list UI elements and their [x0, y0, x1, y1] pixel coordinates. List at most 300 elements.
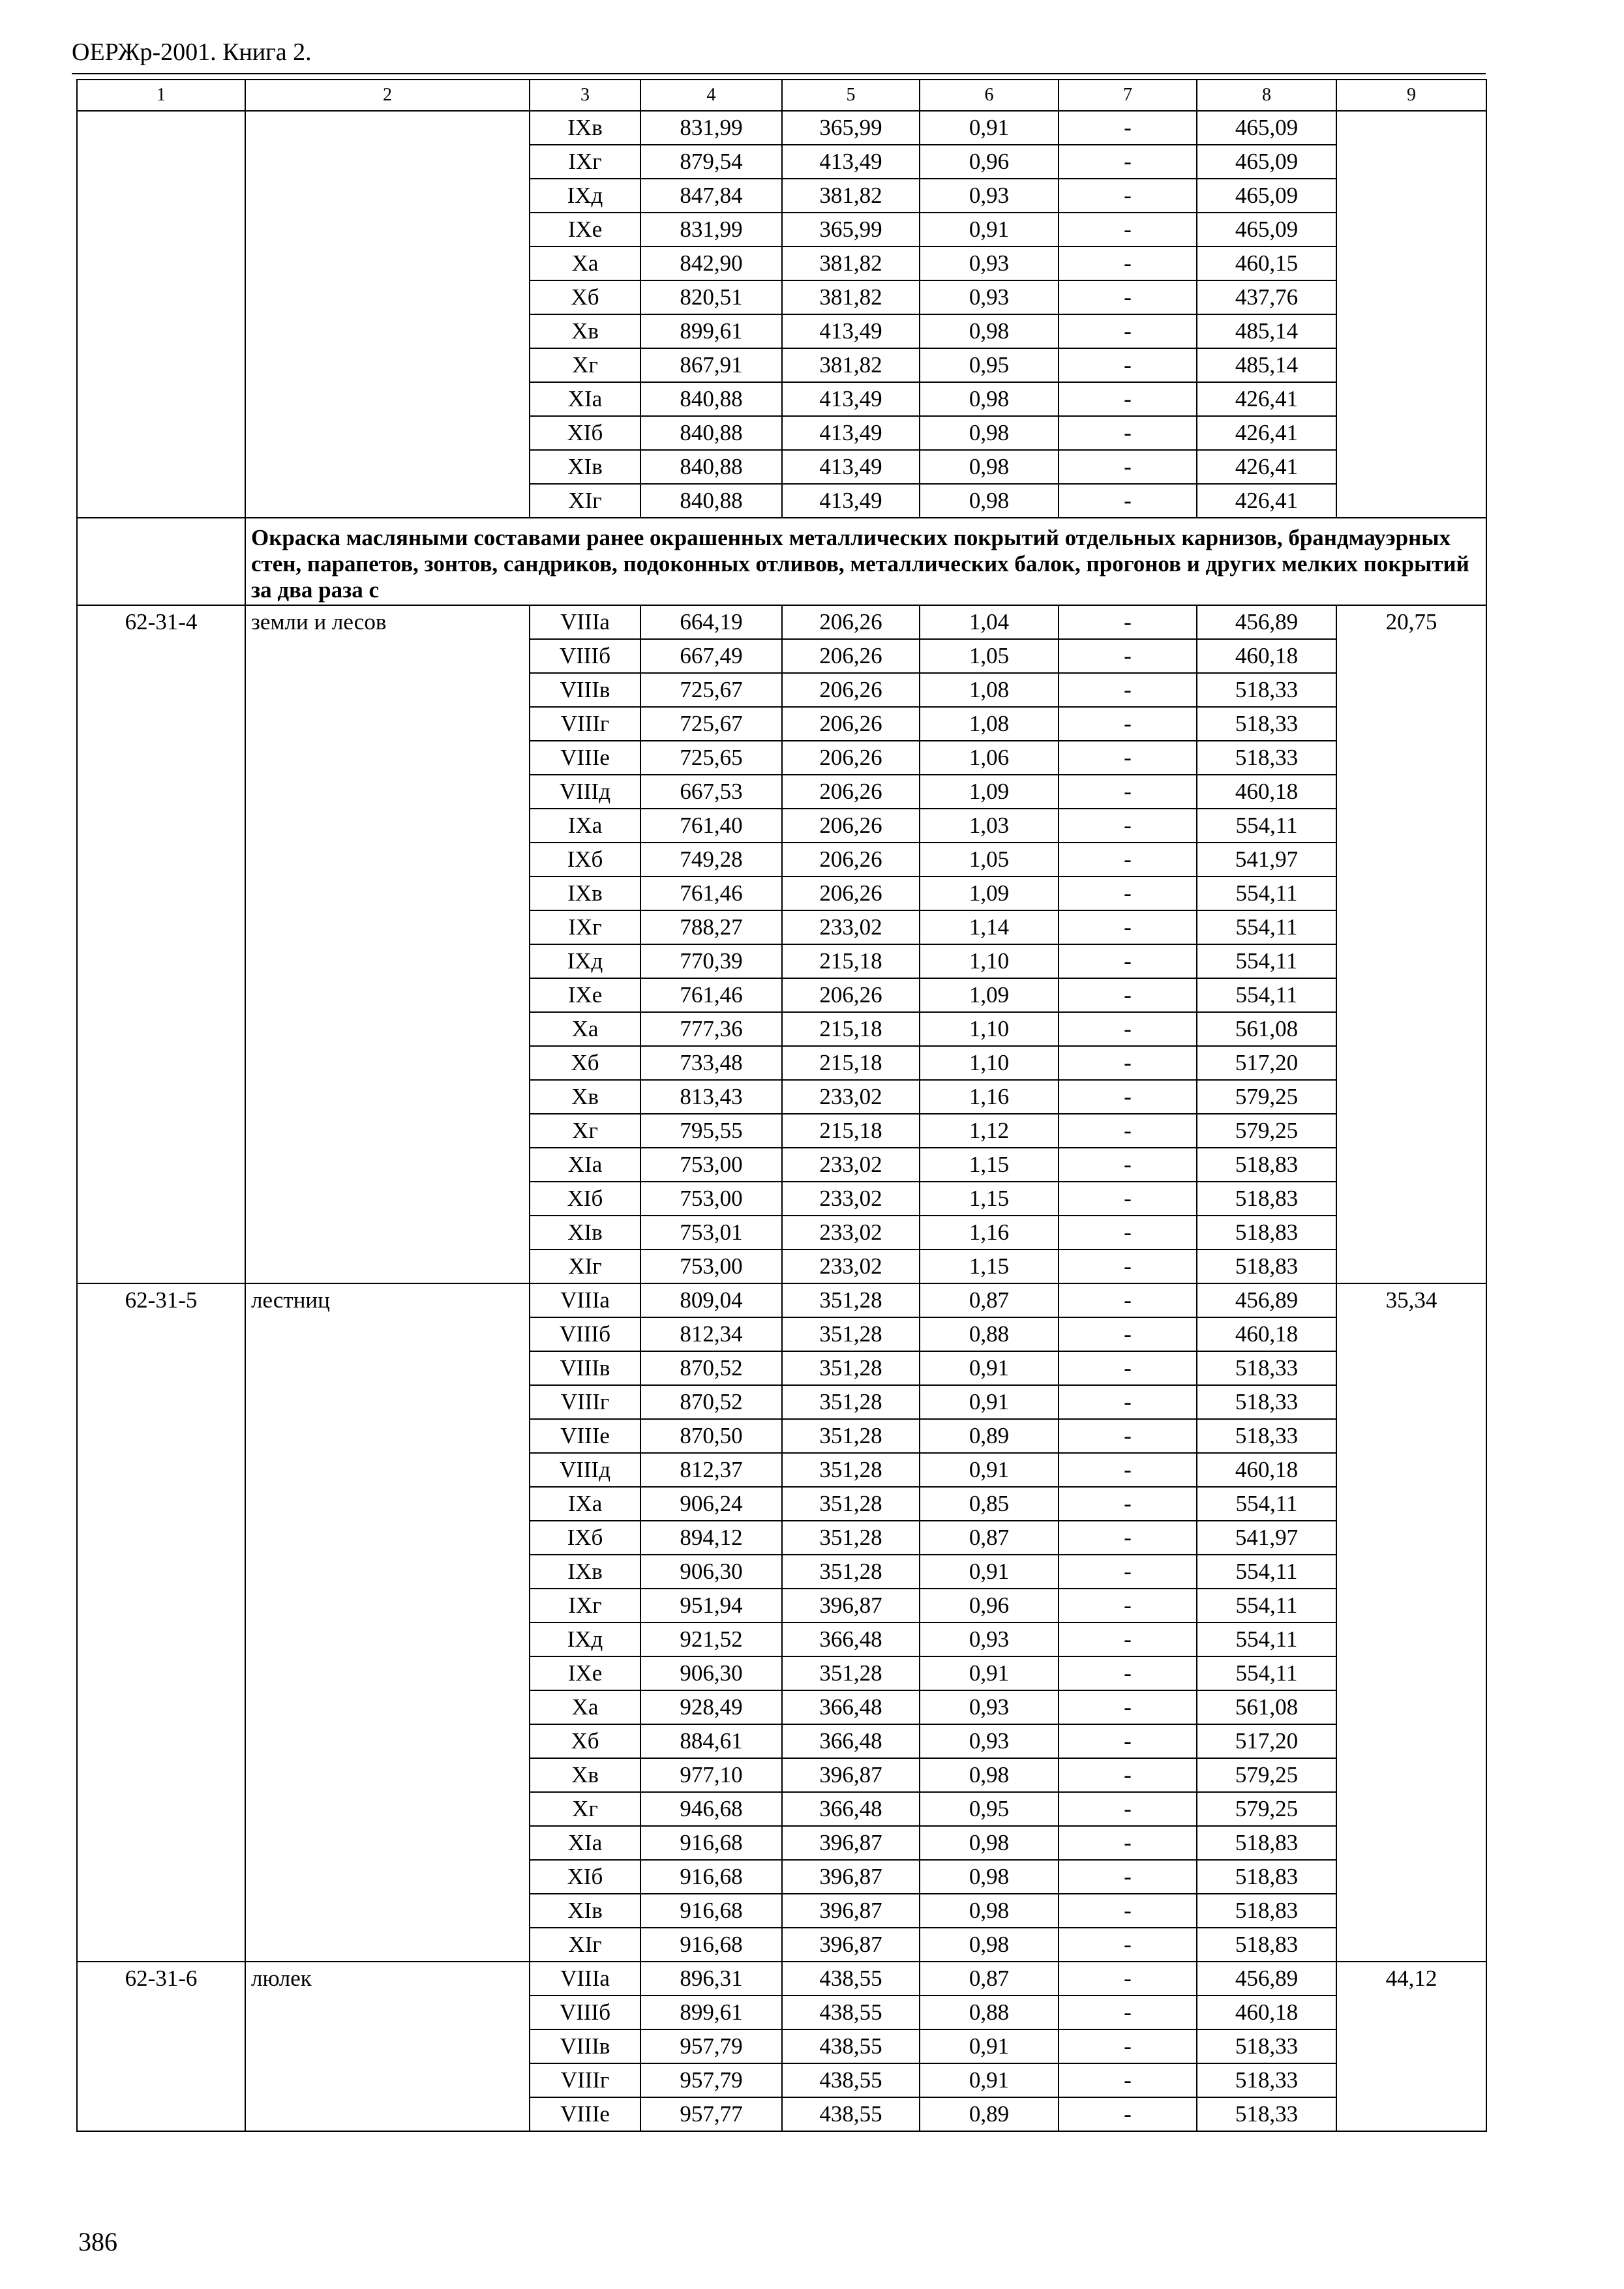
value-col8-cell: 426,41 [1197, 484, 1336, 518]
value-col4-cell: 809,04 [640, 1283, 782, 1317]
column-number-row [77, 80, 1486, 111]
value-col4-cell: 813,43 [640, 1080, 782, 1114]
value-col4-cell: 916,68 [640, 1928, 782, 1962]
col9-value-cell [1336, 111, 1486, 518]
value-col8-cell: 554,11 [1197, 910, 1336, 944]
value-col7-cell: - [1059, 247, 1197, 280]
value-col8-cell: 518,83 [1197, 1860, 1336, 1894]
value-col6-cell: 1,16 [920, 1080, 1059, 1114]
value-col8-cell: 554,11 [1197, 1623, 1336, 1656]
class-cell: VIIIе [530, 741, 640, 775]
work-name-cell: люлек [245, 1962, 530, 2131]
class-cell: VIIIб [530, 1317, 640, 1351]
value-col8-cell: 518,33 [1197, 1351, 1336, 1385]
value-col4-cell: 977,10 [640, 1758, 782, 1792]
table-row [77, 1283, 1486, 1317]
value-col8-cell: 518,83 [1197, 1894, 1336, 1928]
value-col5-cell: 206,26 [782, 605, 920, 639]
rate-code-cell: 62-31-6 [77, 1962, 245, 2131]
rates-table [76, 79, 1487, 2132]
table-row [77, 111, 1486, 145]
class-cell: Xв [530, 1758, 640, 1792]
value-col8-cell: 518,83 [1197, 1826, 1336, 1860]
value-col4-cell: 946,68 [640, 1792, 782, 1826]
value-col6-cell: 0,87 [920, 1283, 1059, 1317]
page-number: 386 [78, 2227, 117, 2256]
value-col6-cell: 0,93 [920, 1690, 1059, 1724]
value-col5-cell: 365,99 [782, 111, 920, 145]
value-col5-cell: 351,28 [782, 1351, 920, 1385]
value-col4-cell: 840,88 [640, 484, 782, 518]
value-col7-cell: - [1059, 1690, 1197, 1724]
value-col4-cell: 842,90 [640, 247, 782, 280]
value-col4-cell: 667,53 [640, 775, 782, 809]
value-col4-cell: 812,37 [640, 1453, 782, 1487]
value-col8-cell: 554,11 [1197, 1656, 1336, 1690]
value-col4-cell: 831,99 [640, 111, 782, 145]
value-col7-cell: - [1059, 1894, 1197, 1928]
value-col5-cell: 233,02 [782, 1216, 920, 1249]
class-cell: VIIIа [530, 1283, 640, 1317]
value-col7-cell: - [1059, 1826, 1197, 1860]
value-col8-cell: 554,11 [1197, 809, 1336, 843]
value-col7-cell: - [1059, 179, 1197, 213]
value-col6-cell: 0,91 [920, 1385, 1059, 1419]
header-divider [72, 73, 1486, 74]
value-col6-cell: 1,14 [920, 910, 1059, 944]
value-col8-cell: 554,11 [1197, 944, 1336, 978]
value-col4-cell: 916,68 [640, 1826, 782, 1860]
column-number-cell: 9 [1336, 80, 1486, 111]
value-col6-cell: 0,98 [920, 416, 1059, 450]
value-col8-cell: 460,18 [1197, 1996, 1336, 2029]
value-col4-cell: 894,12 [640, 1521, 782, 1555]
column-number-cell: 4 [640, 80, 782, 111]
value-col4-cell: 951,94 [640, 1589, 782, 1623]
value-col5-cell: 206,26 [782, 876, 920, 910]
value-col7-cell: - [1059, 843, 1197, 876]
value-col5-cell: 206,26 [782, 741, 920, 775]
class-cell: IXе [530, 1656, 640, 1690]
value-col8-cell: 518,33 [1197, 2029, 1336, 2063]
value-col5-cell: 438,55 [782, 2097, 920, 2131]
rate-code-cell: 62-31-4 [77, 605, 245, 1283]
class-cell: XIг [530, 484, 640, 518]
value-col4-cell: 840,88 [640, 450, 782, 484]
class-cell: IXд [530, 1623, 640, 1656]
class-cell: XIб [530, 1860, 640, 1894]
value-col6-cell: 0,91 [920, 213, 1059, 247]
table-row [77, 605, 1486, 639]
value-col8-cell: 579,25 [1197, 1080, 1336, 1114]
value-col6-cell: 0,91 [920, 1656, 1059, 1690]
value-col7-cell: - [1059, 1114, 1197, 1148]
value-col8-cell: 518,33 [1197, 1419, 1336, 1453]
value-col8-cell: 460,15 [1197, 247, 1336, 280]
column-number-cell: 3 [530, 80, 640, 111]
value-col7-cell: - [1059, 1283, 1197, 1317]
value-col6-cell: 1,03 [920, 809, 1059, 843]
value-col7-cell: - [1059, 213, 1197, 247]
value-col6-cell: 0,91 [920, 1555, 1059, 1589]
work-name-cell: лестниц [245, 1283, 530, 1962]
value-col4-cell: 749,28 [640, 843, 782, 876]
value-col4-cell: 906,30 [640, 1555, 782, 1589]
value-col7-cell: - [1059, 1996, 1197, 2029]
value-col8-cell: 579,25 [1197, 1114, 1336, 1148]
value-col4-cell: 761,46 [640, 876, 782, 910]
value-col4-cell: 899,61 [640, 314, 782, 348]
value-col5-cell: 206,26 [782, 978, 920, 1012]
value-col8-cell: 460,18 [1197, 639, 1336, 673]
value-col6-cell: 0,88 [920, 1317, 1059, 1351]
value-col7-cell: - [1059, 876, 1197, 910]
value-col7-cell: - [1059, 2097, 1197, 2131]
value-col6-cell: 0,98 [920, 1894, 1059, 1928]
value-col5-cell: 233,02 [782, 1148, 920, 1182]
value-col7-cell: - [1059, 1928, 1197, 1962]
value-col6-cell: 1,15 [920, 1249, 1059, 1283]
class-cell: IXв [530, 876, 640, 910]
value-col8-cell: 485,14 [1197, 314, 1336, 348]
value-col5-cell: 206,26 [782, 775, 920, 809]
value-col5-cell: 438,55 [782, 1996, 920, 2029]
value-col5-cell: 396,87 [782, 1826, 920, 1860]
class-cell: Xб [530, 1724, 640, 1758]
value-col4-cell: 795,55 [640, 1114, 782, 1148]
value-col8-cell: 437,76 [1197, 280, 1336, 314]
column-number-cell: 2 [245, 80, 530, 111]
value-col6-cell: 1,16 [920, 1216, 1059, 1249]
value-col7-cell: - [1059, 605, 1197, 639]
value-col4-cell: 770,39 [640, 944, 782, 978]
value-col6-cell: 0,93 [920, 247, 1059, 280]
value-col5-cell: 351,28 [782, 1283, 920, 1317]
class-cell: IXг [530, 910, 640, 944]
value-col6-cell: 0,91 [920, 111, 1059, 145]
value-col6-cell: 1,04 [920, 605, 1059, 639]
column-number-cell: 5 [782, 80, 920, 111]
value-col4-cell: 899,61 [640, 1996, 782, 2029]
value-col8-cell: 554,11 [1197, 1555, 1336, 1589]
value-col7-cell: - [1059, 944, 1197, 978]
value-col8-cell: 554,11 [1197, 1487, 1336, 1521]
value-col5-cell: 413,49 [782, 314, 920, 348]
class-cell: VIIIв [530, 2029, 640, 2063]
value-col6-cell: 1,12 [920, 1114, 1059, 1148]
class-cell: VIIIа [530, 605, 640, 639]
value-col5-cell: 413,49 [782, 450, 920, 484]
value-col5-cell: 206,26 [782, 673, 920, 707]
value-col7-cell: - [1059, 775, 1197, 809]
value-col8-cell: 579,25 [1197, 1758, 1336, 1792]
value-col8-cell: 460,18 [1197, 1317, 1336, 1351]
value-col8-cell: 456,89 [1197, 1283, 1336, 1317]
value-col8-cell: 518,33 [1197, 2063, 1336, 2097]
value-col8-cell: 465,09 [1197, 145, 1336, 179]
value-col4-cell: 870,50 [640, 1419, 782, 1453]
value-col6-cell: 0,87 [920, 1521, 1059, 1555]
class-cell: VIIIа [530, 1962, 640, 1996]
value-col5-cell: 381,82 [782, 179, 920, 213]
class-cell: IXа [530, 809, 640, 843]
column-number-cell: 1 [77, 80, 245, 111]
value-col4-cell: 725,65 [640, 741, 782, 775]
value-col5-cell: 366,48 [782, 1724, 920, 1758]
value-col7-cell: - [1059, 741, 1197, 775]
value-col5-cell: 233,02 [782, 1080, 920, 1114]
class-cell: XIб [530, 1182, 640, 1216]
value-col6-cell: 0,98 [920, 1928, 1059, 1962]
value-col7-cell: - [1059, 1758, 1197, 1792]
value-col7-cell: - [1059, 280, 1197, 314]
value-col5-cell: 351,28 [782, 1487, 920, 1521]
column-number-cell: 7 [1059, 80, 1197, 111]
value-col4-cell: 664,19 [640, 605, 782, 639]
value-col6-cell: 0,87 [920, 1962, 1059, 1996]
section-spacer-cell [77, 518, 245, 605]
value-col7-cell: - [1059, 1792, 1197, 1826]
value-col4-cell: 957,79 [640, 2029, 782, 2063]
class-cell: VIIIд [530, 775, 640, 809]
class-cell: IXг [530, 1589, 640, 1623]
value-col5-cell: 351,28 [782, 1419, 920, 1453]
value-col6-cell: 1,06 [920, 741, 1059, 775]
value-col4-cell: 879,54 [640, 145, 782, 179]
class-cell: XIб [530, 416, 640, 450]
value-col8-cell: 460,18 [1197, 775, 1336, 809]
value-col4-cell: 753,00 [640, 1182, 782, 1216]
value-col4-cell: 753,00 [640, 1148, 782, 1182]
class-cell: VIIIе [530, 1419, 640, 1453]
value-col4-cell: 761,40 [640, 809, 782, 843]
class-cell: Xа [530, 1012, 640, 1046]
value-col6-cell: 0,96 [920, 1589, 1059, 1623]
value-col5-cell: 381,82 [782, 280, 920, 314]
class-cell: IXе [530, 213, 640, 247]
value-col6-cell: 1,09 [920, 978, 1059, 1012]
col9-value-cell: 20,75 [1336, 605, 1486, 1283]
value-col8-cell: 518,33 [1197, 673, 1336, 707]
value-col4-cell: 777,36 [640, 1012, 782, 1046]
class-cell: IXв [530, 111, 640, 145]
value-col7-cell: - [1059, 1962, 1197, 1996]
value-col6-cell: 1,08 [920, 673, 1059, 707]
value-col8-cell: 518,83 [1197, 1249, 1336, 1283]
class-cell: IXб [530, 1521, 640, 1555]
class-cell: XIа [530, 382, 640, 416]
value-col8-cell: 518,83 [1197, 1182, 1336, 1216]
value-col7-cell: - [1059, 1555, 1197, 1589]
value-col8-cell: 518,83 [1197, 1148, 1336, 1182]
value-col7-cell: - [1059, 2029, 1197, 2063]
value-col5-cell: 206,26 [782, 843, 920, 876]
work-name-cell: земли и лесов [245, 605, 530, 1283]
value-col7-cell: - [1059, 2063, 1197, 2097]
value-col5-cell: 351,28 [782, 1555, 920, 1589]
value-col5-cell: 396,87 [782, 1928, 920, 1962]
value-col5-cell: 381,82 [782, 247, 920, 280]
class-cell: Xг [530, 348, 640, 382]
value-col5-cell: 438,55 [782, 1962, 920, 1996]
value-col7-cell: - [1059, 1216, 1197, 1249]
value-col6-cell: 0,93 [920, 179, 1059, 213]
value-col7-cell: - [1059, 1046, 1197, 1080]
value-col7-cell: - [1059, 382, 1197, 416]
value-col5-cell: 215,18 [782, 1012, 920, 1046]
value-col7-cell: - [1059, 1453, 1197, 1487]
value-col6-cell: 0,98 [920, 450, 1059, 484]
value-col5-cell: 396,87 [782, 1758, 920, 1792]
class-cell: VIIIб [530, 639, 640, 673]
class-cell: XIв [530, 1894, 640, 1928]
value-col7-cell: - [1059, 910, 1197, 944]
value-col6-cell: 0,95 [920, 348, 1059, 382]
value-col8-cell: 517,20 [1197, 1724, 1336, 1758]
value-col5-cell: 351,28 [782, 1317, 920, 1351]
value-col7-cell: - [1059, 1521, 1197, 1555]
value-col8-cell: 518,83 [1197, 1928, 1336, 1962]
value-col8-cell: 561,08 [1197, 1690, 1336, 1724]
value-col5-cell: 396,87 [782, 1860, 920, 1894]
rate-code-cell: 62-31-5 [77, 1283, 245, 1962]
class-cell: IXд [530, 179, 640, 213]
value-col7-cell: - [1059, 111, 1197, 145]
value-col7-cell: - [1059, 1080, 1197, 1114]
class-cell: Xа [530, 247, 640, 280]
value-col6-cell: 1,15 [920, 1182, 1059, 1216]
value-col8-cell: 554,11 [1197, 876, 1336, 910]
value-col6-cell: 1,09 [920, 775, 1059, 809]
value-col6-cell: 1,10 [920, 944, 1059, 978]
value-col5-cell: 215,18 [782, 1046, 920, 1080]
value-col5-cell: 351,28 [782, 1385, 920, 1419]
value-col4-cell: 831,99 [640, 213, 782, 247]
value-col4-cell: 788,27 [640, 910, 782, 944]
value-col7-cell: - [1059, 484, 1197, 518]
value-col8-cell: 465,09 [1197, 179, 1336, 213]
value-col4-cell: 753,00 [640, 1249, 782, 1283]
value-col6-cell: 0,93 [920, 1623, 1059, 1656]
value-col6-cell: 0,89 [920, 2097, 1059, 2131]
value-col6-cell: 0,96 [920, 145, 1059, 179]
page-header-title: ОЕРЖр-2001. Книга 2. [72, 38, 312, 66]
value-col8-cell: 541,97 [1197, 1521, 1336, 1555]
value-col7-cell: - [1059, 416, 1197, 450]
value-col4-cell: 870,52 [640, 1385, 782, 1419]
class-cell: IXг [530, 145, 640, 179]
value-col6-cell: 0,98 [920, 382, 1059, 416]
column-number-cell: 8 [1197, 80, 1336, 111]
value-col4-cell: 812,34 [640, 1317, 782, 1351]
value-col7-cell: - [1059, 978, 1197, 1012]
value-col8-cell: 541,97 [1197, 843, 1336, 876]
rate-code-cell [77, 111, 245, 518]
value-col8-cell: 517,20 [1197, 1046, 1336, 1080]
value-col7-cell: - [1059, 1249, 1197, 1283]
section-row [77, 518, 1486, 605]
table-body [77, 80, 1486, 2131]
value-col6-cell: 0,95 [920, 1792, 1059, 1826]
value-col5-cell: 215,18 [782, 944, 920, 978]
class-cell: IXа [530, 1487, 640, 1521]
class-cell: VIIIе [530, 2097, 640, 2131]
value-col5-cell: 233,02 [782, 1249, 920, 1283]
value-col8-cell: 485,14 [1197, 348, 1336, 382]
value-col8-cell: 554,11 [1197, 978, 1336, 1012]
value-col4-cell: 916,68 [640, 1860, 782, 1894]
class-cell: XIа [530, 1148, 640, 1182]
value-col5-cell: 381,82 [782, 348, 920, 382]
value-col7-cell: - [1059, 450, 1197, 484]
value-col7-cell: - [1059, 1385, 1197, 1419]
value-col5-cell: 351,28 [782, 1521, 920, 1555]
value-col5-cell: 365,99 [782, 213, 920, 247]
value-col5-cell: 413,49 [782, 145, 920, 179]
value-col4-cell: 916,68 [640, 1894, 782, 1928]
value-col4-cell: 906,24 [640, 1487, 782, 1521]
value-col6-cell: 0,91 [920, 1351, 1059, 1385]
value-col4-cell: 957,79 [640, 2063, 782, 2097]
class-cell: VIIIд [530, 1453, 640, 1487]
value-col7-cell: - [1059, 1419, 1197, 1453]
value-col7-cell: - [1059, 639, 1197, 673]
col9-value-cell: 35,34 [1336, 1283, 1486, 1962]
value-col6-cell: 0,93 [920, 1724, 1059, 1758]
value-col6-cell: 1,05 [920, 639, 1059, 673]
value-col4-cell: 906,30 [640, 1656, 782, 1690]
value-col7-cell: - [1059, 1860, 1197, 1894]
value-col8-cell: 460,18 [1197, 1453, 1336, 1487]
value-col5-cell: 206,26 [782, 707, 920, 741]
value-col5-cell: 351,28 [782, 1453, 920, 1487]
class-cell: XIг [530, 1249, 640, 1283]
value-col7-cell: - [1059, 1317, 1197, 1351]
value-col8-cell: 518,33 [1197, 741, 1336, 775]
value-col8-cell: 579,25 [1197, 1792, 1336, 1826]
value-col6-cell: 0,91 [920, 2029, 1059, 2063]
value-col4-cell: 725,67 [640, 707, 782, 741]
value-col5-cell: 215,18 [782, 1114, 920, 1148]
value-col8-cell: 426,41 [1197, 450, 1336, 484]
value-col4-cell: 884,61 [640, 1724, 782, 1758]
value-col5-cell: 413,49 [782, 484, 920, 518]
value-col4-cell: 896,31 [640, 1962, 782, 1996]
value-col6-cell: 0,98 [920, 314, 1059, 348]
value-col7-cell: - [1059, 1589, 1197, 1623]
value-col6-cell: 1,08 [920, 707, 1059, 741]
value-col7-cell: - [1059, 1656, 1197, 1690]
value-col6-cell: 0,89 [920, 1419, 1059, 1453]
value-col7-cell: - [1059, 1724, 1197, 1758]
class-cell: VIIIб [530, 1996, 640, 2029]
value-col4-cell: 725,67 [640, 673, 782, 707]
value-col5-cell: 413,49 [782, 382, 920, 416]
value-col5-cell: 366,48 [782, 1690, 920, 1724]
value-col7-cell: - [1059, 1148, 1197, 1182]
value-col8-cell: 518,33 [1197, 1385, 1336, 1419]
value-col5-cell: 351,28 [782, 1656, 920, 1690]
value-col8-cell: 426,41 [1197, 416, 1336, 450]
class-cell: Xв [530, 1080, 640, 1114]
value-col4-cell: 840,88 [640, 382, 782, 416]
value-col4-cell: 847,84 [640, 179, 782, 213]
value-col7-cell: - [1059, 1487, 1197, 1521]
class-cell: Xв [530, 314, 640, 348]
value-col4-cell: 867,91 [640, 348, 782, 382]
value-col6-cell: 0,91 [920, 1453, 1059, 1487]
value-col6-cell: 1,15 [920, 1148, 1059, 1182]
